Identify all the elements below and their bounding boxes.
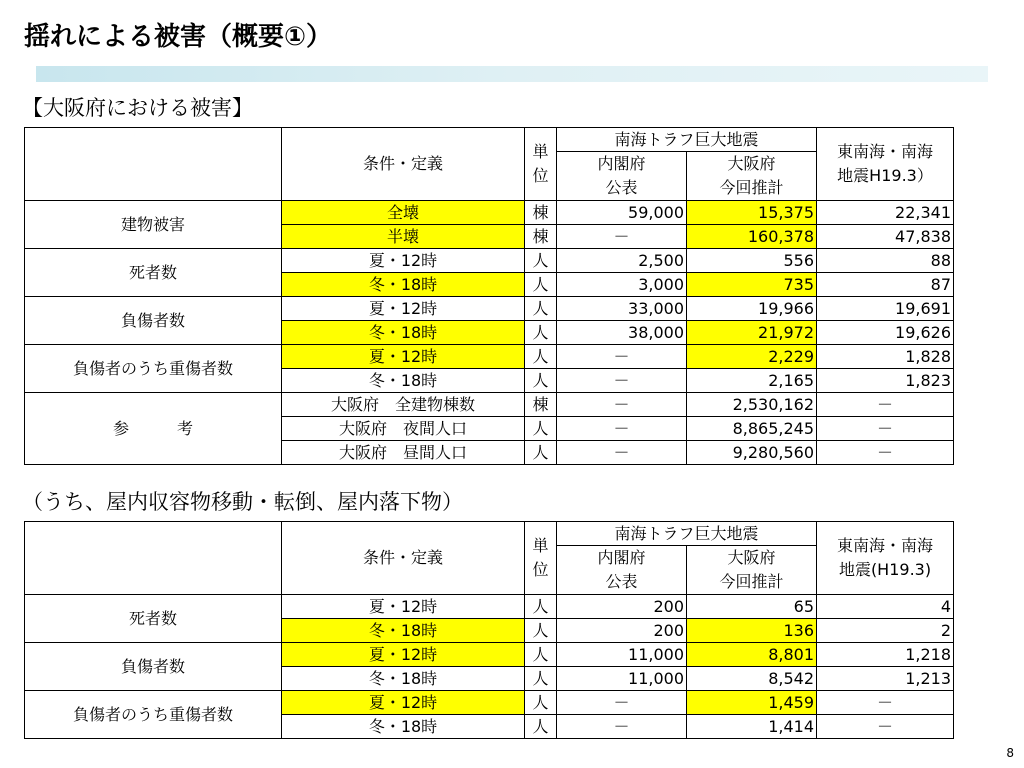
condition-cell: 大阪府 夜間人口 [282,417,525,441]
condition-cell: 大阪府 昼間人口 [282,441,525,465]
unit-cell: 人 [525,643,557,667]
osaka-estimate-value: 19,966 [687,297,817,321]
row-group-label: 負傷者のうち重傷者数 [25,345,282,393]
cabinet-office-value: 200 [557,595,687,619]
cabinet-office-value: － [557,691,687,715]
title-underline-bar [36,66,988,82]
condition-cell: 夏・12時 [282,297,525,321]
condition-cell: 夏・12時 [282,595,525,619]
cabinet-office-value: － [557,369,687,393]
header-condition: 条件・定義 [282,522,525,595]
osaka-estimate-value: 1,414 [687,715,817,739]
condition-cell: 冬・18時 [282,619,525,643]
cabinet-office-value: － [557,715,687,739]
unit-cell: 棟 [525,201,557,225]
osaka-estimate-value: 2,165 [687,369,817,393]
header-blank-cell [25,522,282,595]
unit-cell: 人 [525,273,557,297]
table-row [25,691,954,715]
damage-table-osaka [24,127,954,465]
cabinet-office-value: － [557,417,687,441]
header-nankai-trough: 南海トラフ巨大地震 [557,522,817,546]
condition-cell: 冬・18時 [282,369,525,393]
unit-cell: 人 [525,417,557,441]
unit-cell: 人 [525,369,557,393]
row-group-label: 死者数 [25,249,282,297]
tonankai-nankai-value: － [817,691,954,715]
table-row [25,643,954,667]
condition-cell: 大阪府 全建物棟数 [282,393,525,417]
condition-cell: 冬・18時 [282,715,525,739]
tonankai-nankai-value: 87 [817,273,954,297]
unit-cell: 人 [525,321,557,345]
osaka-estimate-value: 2,530,162 [687,393,817,417]
tonankai-nankai-value: － [817,417,954,441]
unit-cell: 人 [525,297,557,321]
header-row [25,522,954,546]
cabinet-office-value: 11,000 [557,643,687,667]
cabinet-office-value: 3,000 [557,273,687,297]
table-row [25,345,954,369]
tonankai-nankai-value: 88 [817,249,954,273]
tonankai-nankai-value: 2 [817,619,954,643]
condition-cell: 夏・12時 [282,691,525,715]
header-nankai-trough: 南海トラフ巨大地震 [557,128,817,152]
row-group-label: 負傷者数 [25,643,282,691]
tonankai-nankai-value: 47,838 [817,225,954,249]
header-condition: 条件・定義 [282,128,525,201]
condition-cell: 冬・18時 [282,273,525,297]
header-tonankai-nankai: 東南海・南海 地震H19.3） [817,128,954,201]
osaka-estimate-value: 160,378 [687,225,817,249]
unit-cell: 人 [525,691,557,715]
section-heading-osaka-damage: 【大阪府における被害】 [22,96,253,120]
unit-cell: 人 [525,667,557,691]
unit-cell: 人 [525,715,557,739]
unit-cell: 棟 [525,225,557,249]
osaka-estimate-value: 15,375 [687,201,817,225]
cabinet-office-value: － [557,345,687,369]
osaka-estimate-value: 8,865,245 [687,417,817,441]
osaka-estimate-value: 8,542 [687,667,817,691]
header-cabinet-office: 内閣府 公表 [557,546,687,595]
osaka-estimate-value: 21,972 [687,321,817,345]
osaka-estimate-value: 9,280,560 [687,441,817,465]
tonankai-nankai-value: 4 [817,595,954,619]
table-row [25,297,954,321]
header-osaka-estimate: 大阪府 今回推計 [687,546,817,595]
tonankai-nankai-value: 22,341 [817,201,954,225]
osaka-estimate-value: 2,229 [687,345,817,369]
section-heading-indoor-objects: （うち、屋内収容物移動・転倒、屋内落下物） [22,490,463,514]
tonankai-nankai-value: － [817,393,954,417]
damage-table-indoor-objects [24,521,954,739]
cabinet-office-value: 59,000 [557,201,687,225]
header-unit: 単 位 [525,128,557,201]
table-row [25,249,954,273]
condition-cell: 冬・18時 [282,667,525,691]
unit-cell: 棟 [525,393,557,417]
page-number: 8 [1006,746,1014,760]
condition-cell: 夏・12時 [282,249,525,273]
condition-cell: 夏・12時 [282,345,525,369]
tonankai-nankai-value: － [817,441,954,465]
condition-cell: 冬・18時 [282,321,525,345]
cabinet-office-value: 38,000 [557,321,687,345]
header-row [25,128,954,152]
cabinet-office-value: － [557,441,687,465]
header-osaka-estimate: 大阪府 今回推計 [687,152,817,201]
unit-cell: 人 [525,345,557,369]
condition-cell: 半壊 [282,225,525,249]
page-title: 揺れによる被害（概要①） [24,22,333,52]
osaka-estimate-value: 65 [687,595,817,619]
tonankai-nankai-value: 1,213 [817,667,954,691]
row-group-label: 死者数 [25,595,282,643]
unit-cell: 人 [525,441,557,465]
cabinet-office-value: 11,000 [557,667,687,691]
table-row [25,201,954,225]
header-tonankai-nankai: 東南海・南海 地震(H19.3) [817,522,954,595]
tonankai-nankai-value: 1,823 [817,369,954,393]
unit-cell: 人 [525,619,557,643]
tonankai-nankai-value: － [817,715,954,739]
row-group-label: 参 考 [25,393,282,465]
osaka-estimate-value: 8,801 [687,643,817,667]
header-cabinet-office: 内閣府 公表 [557,152,687,201]
header-unit: 単 位 [525,522,557,595]
row-group-label: 負傷者数 [25,297,282,345]
cabinet-office-value: 200 [557,619,687,643]
cabinet-office-value: 33,000 [557,297,687,321]
osaka-estimate-value: 556 [687,249,817,273]
row-group-label: 負傷者のうち重傷者数 [25,691,282,739]
row-group-label: 建物被害 [25,201,282,249]
osaka-estimate-value: 735 [687,273,817,297]
tonankai-nankai-value: 19,691 [817,297,954,321]
cabinet-office-value: － [557,225,687,249]
unit-cell: 人 [525,595,557,619]
condition-cell: 夏・12時 [282,643,525,667]
cabinet-office-value: － [557,393,687,417]
cabinet-office-value: 2,500 [557,249,687,273]
header-blank-cell [25,128,282,201]
osaka-estimate-value: 136 [687,619,817,643]
tonankai-nankai-value: 1,828 [817,345,954,369]
condition-cell: 全壊 [282,201,525,225]
osaka-estimate-value: 1,459 [687,691,817,715]
table-row [25,595,954,619]
table-row [25,393,954,417]
unit-cell: 人 [525,249,557,273]
tonankai-nankai-value: 19,626 [817,321,954,345]
tonankai-nankai-value: 1,218 [817,643,954,667]
